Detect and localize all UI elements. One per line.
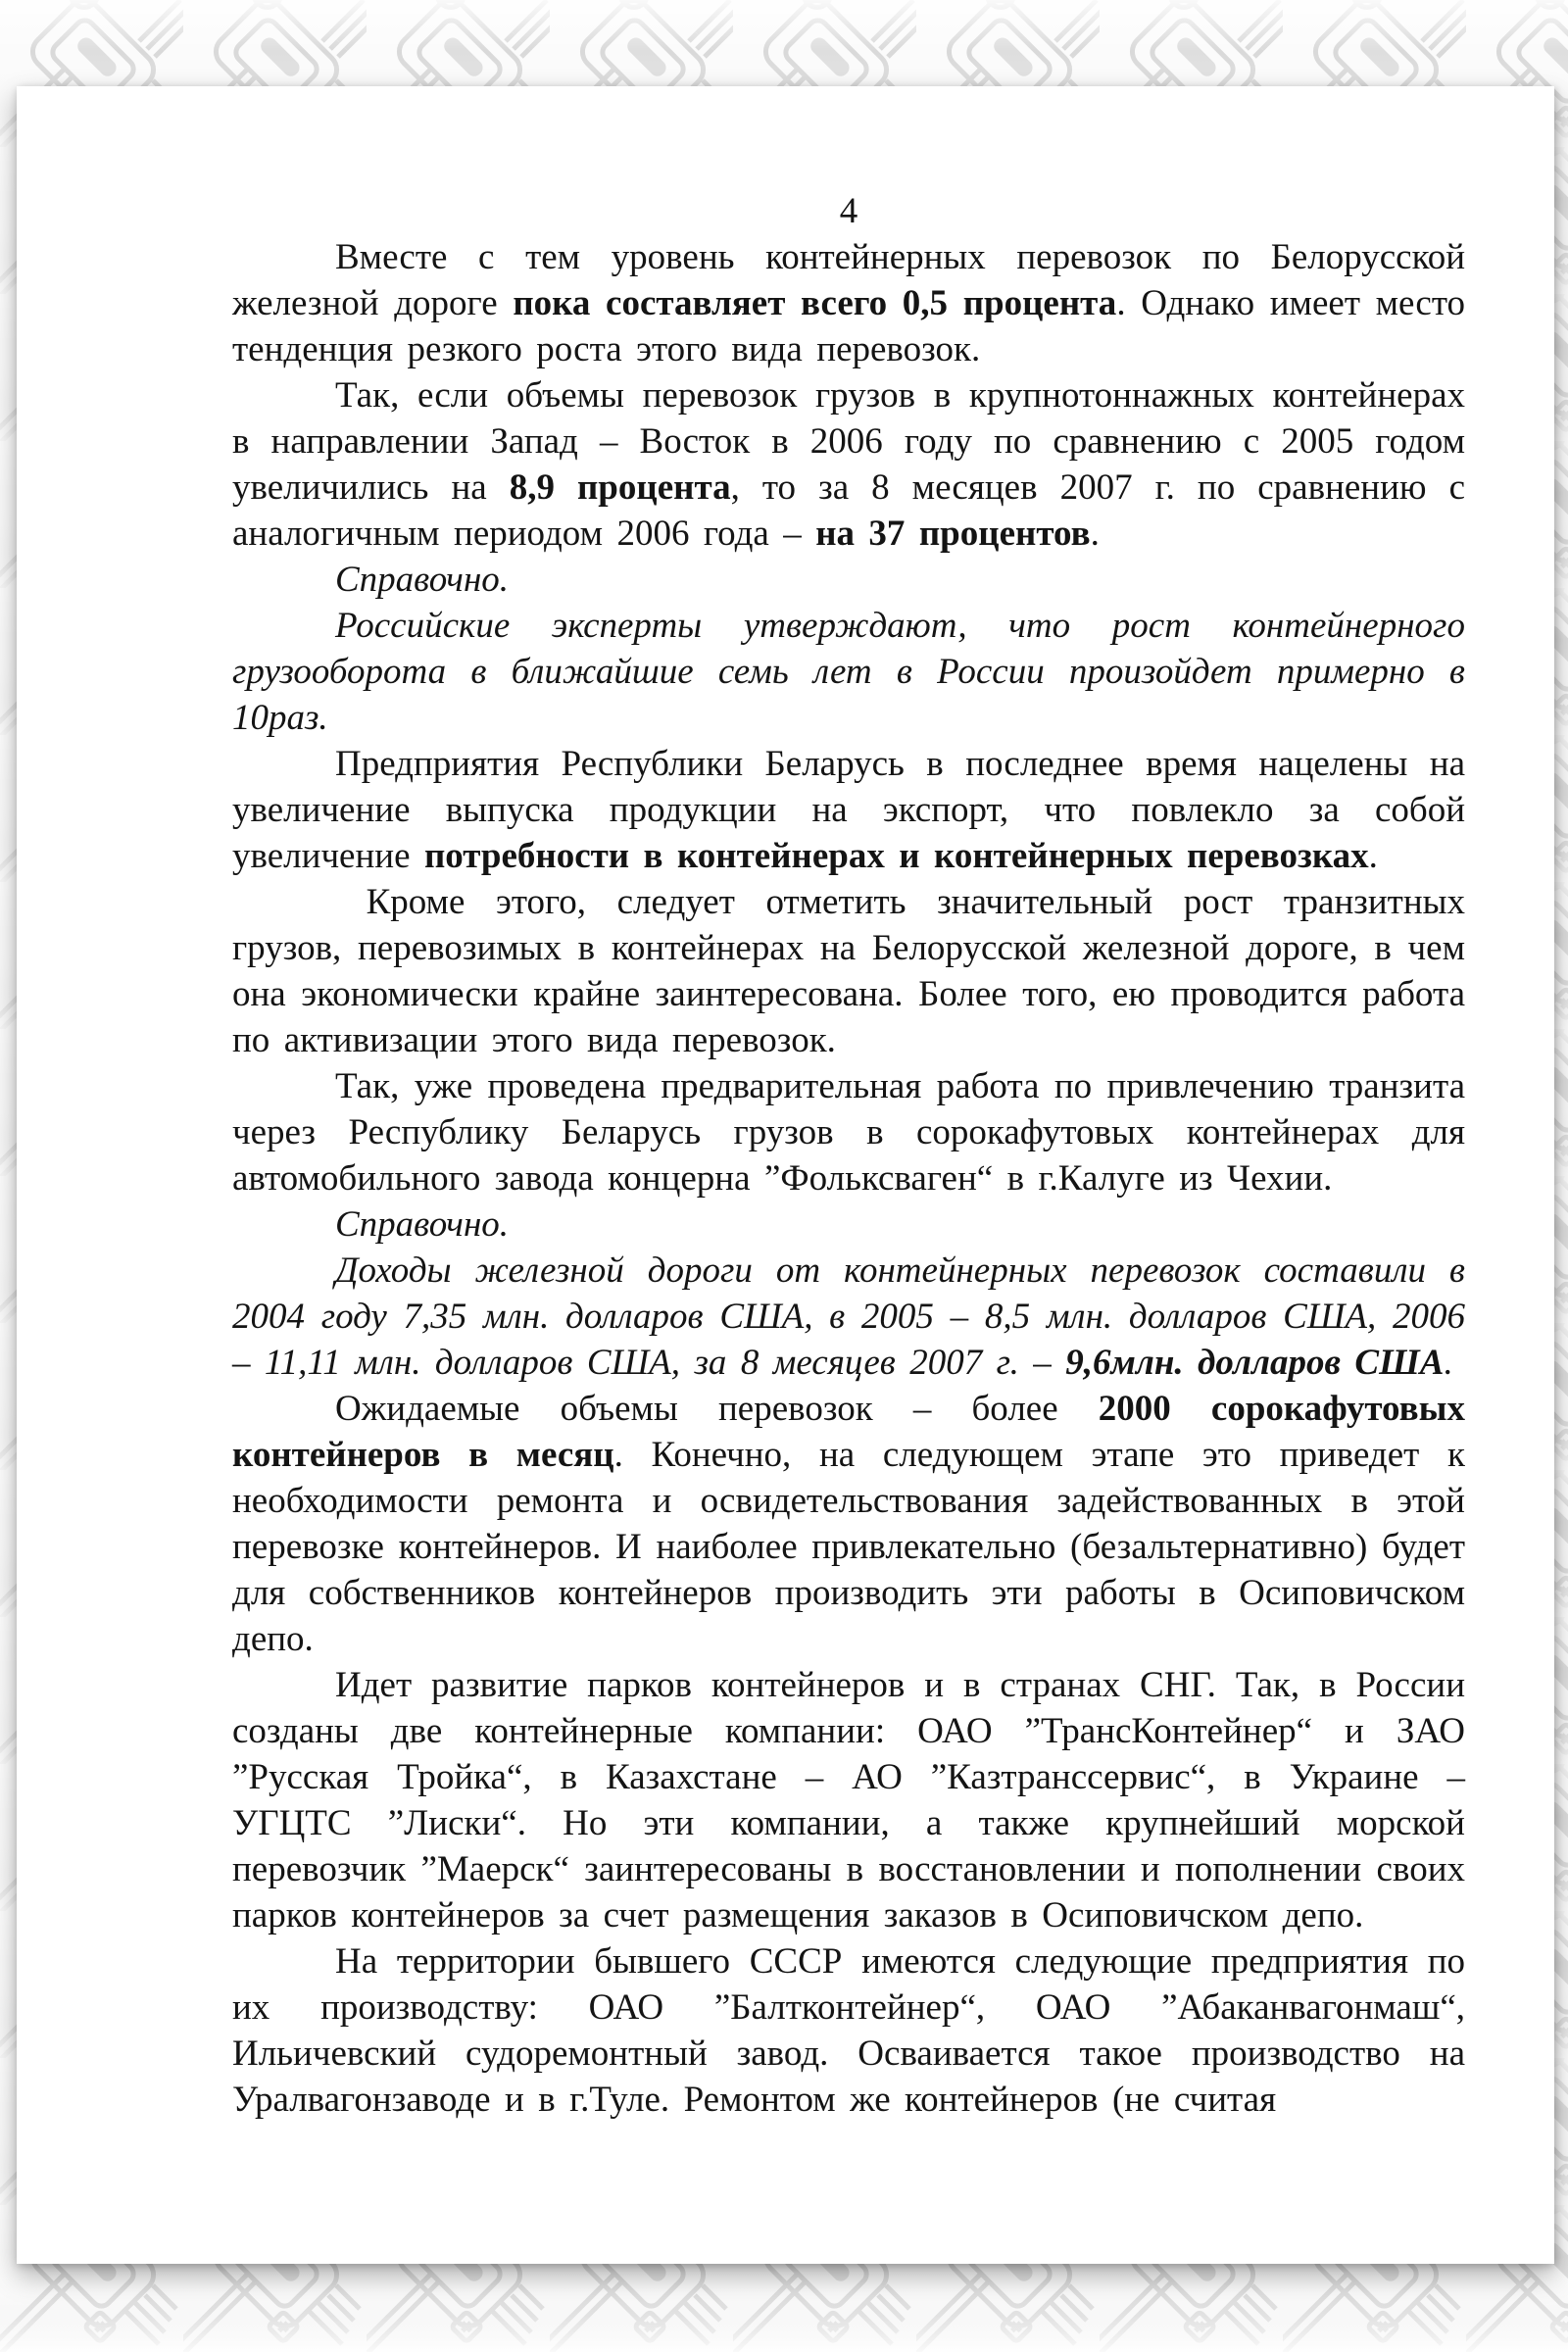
paragraph: [232, 603, 1465, 741]
text-run: , то за 8 месяцев 2007 г. по сравнению с аналогичным периодом 2006 года –: [232, 467, 1465, 554]
text-run: Идет развитие парков контейнеров и в странах СНГ. Так, в России созданы две контейнерные компании: ОАО ”ТрансКонтейнер“ и ЗАО ”Русская Тройка“, в Казахстане – АО ”Казтранссервис“, в Украине – УГЦТС ”Лиски“. Но эти компании, а также крупнейший морской перевозчик ”Маерск“ заинтересованы в восстановлении и пополнении своих парков контейнеров за счет размещения заказов в Осиповичском депо.: [232, 1665, 1465, 1936]
paragraph: [232, 879, 1465, 1063]
text-run: На территории бывшего СССР имеются следующие предприятия по их производству: ОАО ”Балтконтейнер“, ОАО ”Абаканвагонмаш“, Ильичевский судоремонтный завод. Осваивается такое производство на Уралвагонзаводе и в г.Туле. Ремонтом же контейнеров (не считая: [232, 1941, 1465, 2120]
text-run: 9,6млн. долларов США: [1065, 1343, 1445, 1383]
paragraph: [232, 1201, 1465, 1248]
text-run: . Однако имеет место тенденция резкого роста этого вида перевозок.: [232, 283, 1466, 369]
text-run: Справочно.: [335, 560, 510, 600]
paragraph: [232, 234, 1465, 372]
text-run: Так, уже проведена предварительная работа по привлечению транзита через Республику Беларусь грузов в сорокафутовых контейнерах для автомобильного завода концерна ”Фольксваген“ в г.Калуге из Чехии.: [232, 1066, 1465, 1199]
text-run: Доходы железной дороги от контейнерных перевозок составили в 2004 году 7,35 млн. долларов США, в 2005 – 8,5 млн. долларов США, 2006 – 11,11 млн. долларов США, за 8 месяцев 2007 г. –: [232, 1250, 1465, 1383]
text-run: Предприятия Республики Беларусь в последнее время нацелены на увеличение выпуска продукции на экспорт, что повлекло за собой увеличение: [232, 744, 1465, 876]
paragraph: [232, 557, 1465, 603]
text-run: Ожидаемые объемы перевозок – более: [335, 1389, 1099, 1429]
text-run: .: [1090, 514, 1100, 554]
text-run: 2000 сорокафутовых контейнеров в месяц: [232, 1389, 1465, 1475]
paragraph: [232, 1662, 1465, 1938]
page-number: 4: [839, 191, 858, 231]
paragraph: [232, 1063, 1465, 1201]
text-run: . Конечно, на следующем этапе это приведет к необходимости ремонта и освидетельствования задействованных в этой перевозке контейнеров. И наиболее привлекательно (безальтернативно) будет для собственников контейнеров производить эти работы в Осиповичском депо.: [232, 1435, 1465, 1659]
text-run: потребности в контейнерах и контейнерных перевозках: [423, 836, 1369, 876]
text-run: 8,9 процента: [509, 467, 731, 508]
paragraph: [232, 741, 1465, 879]
text-run: .: [1444, 1343, 1453, 1383]
text-run: Справочно.: [335, 1204, 510, 1245]
paragraph: [232, 1938, 1465, 2123]
text-run: Так, если объемы перевозок грузов в крупнотоннажных контейнерах в направлении Запад – Восток в 2006 году по сравнению с 2005 годом увеличились на: [232, 375, 1465, 508]
text-block: [232, 234, 1465, 2123]
paragraph: [232, 1386, 1465, 1662]
page-content: [232, 86, 1465, 2123]
text-run: Кроме этого, следует отметить значительный рост транзитных грузов, перевозимых в контейнерах на Белорусской железной дороге, в чем она экономически крайне заинтересована. Более того, ею проводится работа по активизации этого вида перевозок.: [232, 882, 1465, 1060]
text-run: пока составляет всего 0,5 процента: [513, 283, 1117, 323]
document-page: [17, 86, 1554, 2264]
paragraph: [232, 1248, 1465, 1386]
text-run: Вместе с тем уровень контейнерных перевозок по Белорусской железной дороге: [232, 237, 1465, 323]
paragraph: [232, 372, 1465, 557]
text-run: Российские эксперты утверждают, что рост контейнерного грузооборота в ближайшие семь лет в России произойдет примерно в 10раз.: [232, 606, 1465, 738]
text-run: .: [1368, 836, 1378, 876]
text-run: на 37 процентов: [815, 514, 1091, 554]
